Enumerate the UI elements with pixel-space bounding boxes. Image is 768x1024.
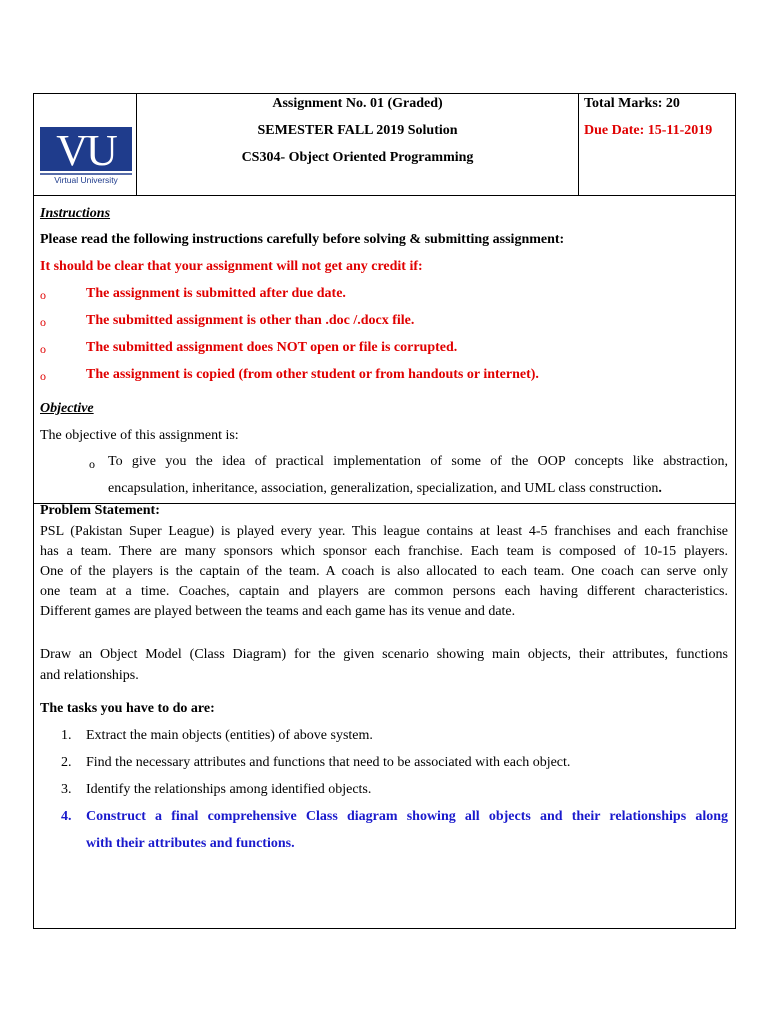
instruction-item: The assignment is copied (from other student or from handouts or internet).: [86, 367, 539, 382]
task-text: Find the necessary attributes and functions that need to be associated with each object.: [86, 755, 571, 770]
header-row: [34, 94, 735, 196]
vu-logo: [40, 127, 132, 185]
task-text: Identify the relationships among identified objects.: [86, 782, 372, 797]
objective-intro: The objective of this assignment is:: [40, 428, 239, 443]
problem-line: PSL (Pakistan Super League) is played every year. This league contains at least 4-5 franchises and each franchise: [40, 524, 728, 539]
marks-cell: [579, 94, 735, 195]
bullet-icon: o: [40, 342, 46, 356]
total-marks: Total Marks: 20: [584, 96, 680, 111]
instruction-item: The assignment is submitted after due date.: [86, 286, 346, 301]
objective-heading: Objective: [40, 401, 94, 416]
task-text: Extract the main objects (entities) of above system.: [86, 728, 373, 743]
vu-logo-text: VU: [56, 127, 116, 175]
objective-item-line2: [108, 481, 662, 497]
task-number: 1.: [61, 728, 72, 743]
assignment-title: Assignment No. 01 (Graded): [272, 96, 443, 111]
logo-cell: [34, 94, 137, 195]
instruction-line: and relationships.: [40, 668, 139, 683]
objective-item-line1: To give you the idea of practical implementation of some of the OOP concepts like abstraction,: [108, 454, 728, 469]
problem-line: Different games are played between the teams and each game has its venue and date.: [40, 604, 516, 619]
task-number: 3.: [61, 782, 72, 797]
credit-warning: It should be clear that your assignment will not get any credit if:: [40, 259, 423, 274]
vu-logo-subtext: Virtual University: [54, 175, 118, 185]
bullet-icon: o: [40, 315, 46, 329]
assignment-sheet: [33, 93, 736, 929]
bullet-icon: o: [40, 288, 46, 302]
problem-line: one team at a time. Coaches, captain and players are common persons each having different characteristics.: [40, 584, 728, 599]
instruction-line: Draw an Object Model (Class Diagram) for the given scenario showing main objects, their attributes, functions: [40, 647, 728, 662]
due-date: Due Date: 15-11-2019: [584, 123, 713, 138]
objective-item-end: .: [658, 481, 662, 496]
task-number: 4.: [61, 809, 72, 824]
problem-line: One of the players is the captain of the team. A coach is also allocated to each team. One coach can serve only: [40, 564, 728, 579]
instruction-item: The submitted assignment is other than .doc /.docx file.: [86, 313, 415, 328]
bullet-icon: o: [40, 369, 46, 383]
objective-item-text: encapsulation, inheritance, association, generalization, specialization, and UML class construction: [108, 481, 659, 496]
instructions-intro: Please read the following instructions carefully before solving & submitting assignment:: [40, 232, 565, 247]
problem-section: [34, 504, 735, 928]
task-4-line1: Construct a final comprehensive Class diagram showing all objects and their relationships along: [86, 809, 728, 824]
instructions-heading: Instructions: [40, 206, 111, 221]
title-cell: [137, 94, 579, 195]
instruction-item: The submitted assignment does NOT open or file is corrupted.: [86, 340, 458, 355]
instructions-section: [34, 196, 735, 504]
tasks-heading: The tasks you have to do are:: [40, 701, 215, 716]
semester-title: SEMESTER FALL 2019 Solution: [257, 123, 458, 138]
task-4-line2: with their attributes and functions.: [86, 836, 295, 851]
task-number: 2.: [61, 755, 72, 770]
bullet-icon: o: [89, 457, 95, 471]
course-title: CS304- Object Oriented Programming: [241, 150, 474, 165]
problem-line: has a team. There are many sponsors which sponsor each franchise. Each team is composed of 10-15 players.: [40, 544, 728, 559]
problem-heading: Problem Statement:: [40, 503, 160, 518]
